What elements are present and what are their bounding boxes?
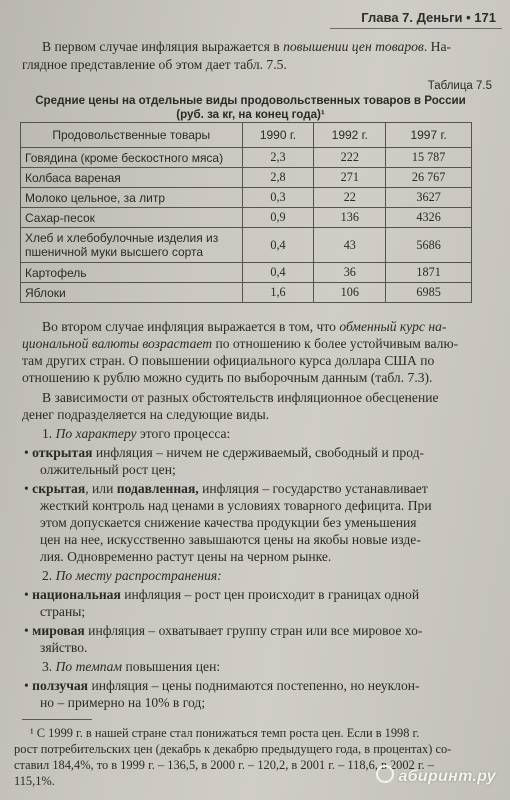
section-1-heading: 1. По характеру этого процесса:	[42, 426, 231, 441]
column-header: 1990 г.	[242, 123, 314, 148]
bullet-hidden-line-3: этом допускается снижение качества продукции без уменьшения	[40, 515, 417, 530]
bullet-icon: •	[24, 587, 29, 602]
price-1997: 5686	[386, 228, 472, 263]
product-name: Молоко цельное, за литр	[21, 188, 243, 208]
watermark-text: абиринт.ру	[398, 768, 496, 785]
table-label: Таблица 7.5	[427, 80, 492, 92]
bullet-icon: •	[24, 678, 29, 693]
price-1992: 271	[314, 168, 386, 188]
price-1997: 26 767	[386, 168, 472, 188]
table-row	[21, 283, 472, 303]
price-1997: 3627	[386, 188, 472, 208]
price-1997: 6985	[386, 283, 472, 303]
bullet-icon: •	[24, 623, 29, 638]
product-name: Сахар-песок	[21, 208, 243, 228]
product-name: Говядина (кроме бескостного мяса)	[21, 148, 243, 168]
paragraph-3-line-1: В зависимости от разных обстоятельств инфляционное обесценение	[42, 390, 439, 405]
labyrinth-logo-icon	[376, 765, 394, 783]
footnote-rule	[22, 719, 92, 720]
column-header: Продовольственные товары	[21, 123, 243, 148]
bullet-open-line-2: олжительный рост цен;	[40, 462, 176, 477]
product-name-line-1: Хлеб и хлебобулочные изделия из	[25, 231, 219, 245]
bullet-hidden-line-2: жесткий контроль над ценами в условиях товарного дефицита. При	[40, 498, 432, 513]
bullet-icon: •	[24, 445, 29, 460]
bullet-world-line-2: зяйство.	[40, 640, 88, 655]
price-1990: 1,6	[242, 283, 314, 303]
column-header: 1992 г.	[314, 123, 386, 148]
bullet-world-line-1: • мировая инфляция – охватывает группу стран или все мировое хо-	[24, 623, 423, 638]
price-1997: 15 787	[386, 148, 472, 168]
prices-table	[20, 122, 472, 303]
column-header: 1997 г.	[386, 123, 472, 148]
bullet-open-line-1: • открытая инфляция – ничем не сдерживаемый, свободный и прод-	[24, 445, 425, 460]
price-1990: 0,3	[242, 188, 314, 208]
table-row	[21, 263, 472, 283]
running-header: Глава 7. Деньги • 171	[361, 10, 496, 25]
bullet-hidden-line-4: цен на нее, искусственно завышаются цены на якобы новые изде-	[40, 532, 421, 547]
intro-line-1: В первом случае инфляция выражается в повышении цен товаров. На-	[42, 39, 452, 54]
footnote-line-4: 115,1%.	[14, 774, 55, 788]
product-name: Колбаса вареная	[21, 168, 243, 188]
price-1992: 222	[314, 148, 386, 168]
bullet-national-line-2: страны;	[40, 604, 86, 619]
bullet-national-line-1: • национальная инфляция – рост цен происходит в границах одной	[24, 587, 420, 602]
header-rule	[330, 28, 502, 29]
product-name: Яблоки	[21, 283, 243, 303]
price-1992: 136	[314, 208, 386, 228]
footnote-line-3: ставил 184,4%, то в 1999 г. – 136,5, в 2000 г. – 120,2, в 2001 г. – 118,6, в 2002 г. –	[14, 758, 434, 772]
paragraph-2-line-1: Во втором случае инфляция выражается в том, что обменный курс на-	[42, 319, 447, 334]
product-name: Картофель	[21, 263, 243, 283]
table-row	[21, 148, 472, 168]
product-name-line-2: пшеничной муки высшего сорта	[25, 245, 204, 259]
paragraph-3-line-2: денег подразделяется на следующие виды.	[22, 407, 270, 422]
table-row	[21, 168, 472, 188]
watermark	[376, 765, 496, 786]
bullet-creeping-line-1: • ползучая инфляция – цены поднимаются постепенно, но неуклон-	[24, 678, 420, 693]
price-1990: 0,4	[242, 263, 314, 283]
price-1990: 2,3	[242, 148, 314, 168]
table-title-line-1: Средние цены на отдельные виды продовольственных товаров в России	[35, 94, 466, 107]
price-1990: 2,8	[242, 168, 314, 188]
price-1992: 22	[314, 188, 386, 208]
bullet-creeping-line-2: но – примерно на 10% в год;	[40, 695, 206, 710]
footnote-line-2: рост потребительских цен (декабрь к декабрю предыдущего года, в процентах) со-	[14, 742, 452, 756]
paragraph-2-line-2: циональной валюты возрастает по отношению к более устойчивым валю-	[22, 336, 459, 351]
table-header-row	[21, 123, 472, 148]
bullet-hidden-line-5: лия. Одновременно растут цены на черном рынке.	[40, 549, 332, 564]
footnote-line-1: ¹ С 1999 г. в нашей стране стал понижаться темп роста цен. Если в 1998 г.	[30, 726, 420, 740]
price-1997: 4326	[386, 208, 472, 228]
section-2-heading: 2. По месту распространения:	[42, 568, 222, 583]
table-title	[28, 94, 473, 122]
paragraph-2-line-4: отношению к рублю можно судить по выборочным данным (табл. 7.3).	[22, 370, 433, 385]
table-row	[21, 228, 472, 263]
table-title-line-2: (руб. за кг, на конец года)¹	[176, 108, 325, 121]
bullet-icon: •	[24, 481, 29, 496]
price-1992: 43	[314, 228, 386, 263]
table-row	[21, 208, 472, 228]
section-3-heading: 3. По темпам повышения цен:	[42, 659, 221, 674]
price-1992: 106	[314, 283, 386, 303]
paragraph-2-line-3: там других стран. О повышении официального курса доллара США по	[22, 353, 435, 368]
intro-line-2: глядное представление об этом дает табл. 7.5.	[22, 57, 287, 72]
table-row	[21, 188, 472, 208]
price-1992: 36	[314, 263, 386, 283]
product-name	[21, 228, 243, 263]
price-1990: 0,9	[242, 208, 314, 228]
price-1990: 0,4	[242, 228, 314, 263]
price-1997: 1871	[386, 263, 472, 283]
bullet-hidden-line-1: • скрытая, или подавленная, инфляция – государство устанавливает	[24, 481, 428, 496]
